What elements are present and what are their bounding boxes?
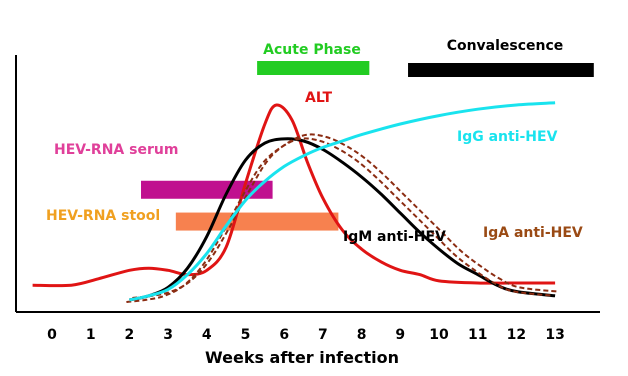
x-axis-title: Weeks after infection	[205, 348, 399, 367]
hev-rna-stool-label: HEV-RNA stool	[46, 208, 161, 224]
bars-layer	[141, 61, 594, 231]
x-tick-label: 5	[240, 327, 251, 343]
x-tick-label: 0	[47, 327, 57, 343]
acute-phase-bar	[257, 61, 369, 75]
igg-label: IgG anti-HEV	[457, 129, 558, 145]
ticks-layer	[47, 327, 565, 343]
x-tick-label: 12	[506, 327, 527, 343]
alt-label: ALT	[305, 90, 332, 106]
x-tick-label: 3	[163, 327, 173, 343]
x-tick-label: 1	[85, 327, 96, 343]
igm-label: IgM anti-HEV	[343, 229, 446, 245]
hev-rna-serum-label: HEV-RNA serum	[54, 142, 179, 158]
acute-phase-label: Acute Phase	[263, 42, 361, 58]
x-tick-label: 13	[545, 327, 565, 343]
labels-layer	[46, 38, 583, 367]
x-tick-label: 2	[124, 327, 135, 343]
convalescence-bar	[408, 63, 594, 77]
x-tick-label: 11	[467, 327, 488, 343]
x-tick-label: 10	[429, 327, 449, 343]
x-tick-label: 4	[201, 327, 212, 343]
iga-label: IgA anti-HEV	[483, 225, 583, 241]
x-tick-label: 9	[395, 327, 406, 343]
hev-rna-stool-bar	[176, 213, 339, 231]
convalescence-label: Convalescence	[446, 38, 564, 54]
x-tick-label: 7	[318, 327, 328, 343]
x-tick-label: 8	[356, 327, 367, 343]
x-tick-label: 6	[279, 327, 290, 343]
